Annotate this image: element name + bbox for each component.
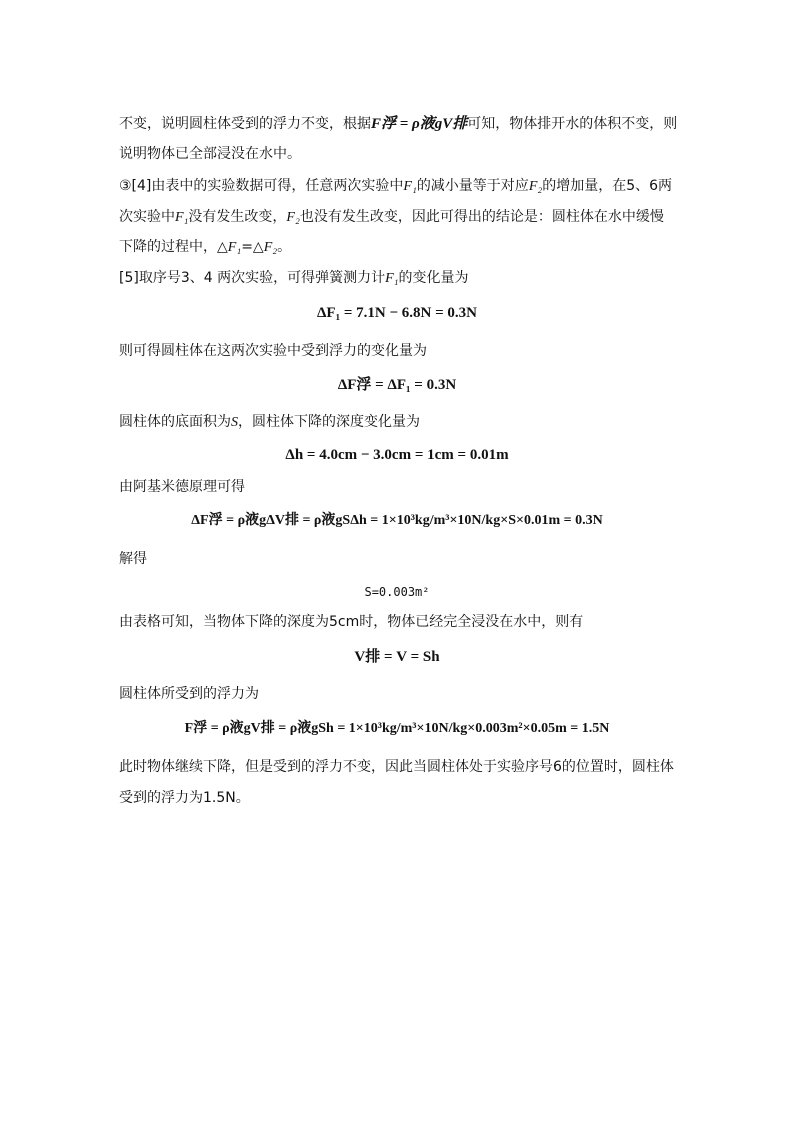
symbol-f1: F₁ xyxy=(403,179,417,194)
equation-delta-buoyancy: ΔF浮 = ΔF₁ = 0.3N xyxy=(337,377,457,393)
text-segment: 的变化量为 xyxy=(398,270,469,286)
symbol-f1: F₁ xyxy=(227,240,242,255)
text-segment: 不变，说明圆柱体受到的浮力不变，根据 xyxy=(119,116,371,132)
text-segment: ③[4]由表中的实验数据可得，任意两次实验中 xyxy=(119,178,404,194)
symbol-f2: F₂ xyxy=(263,240,278,255)
symbol-f2: F₂ xyxy=(286,210,300,225)
symbol-s: S xyxy=(231,415,238,430)
text-segment: ，圆柱体下降的深度变化量为 xyxy=(238,414,420,430)
equation-delta-f1: ΔF₁ = 7.1N − 6.8N = 0.3N xyxy=(317,305,477,321)
text-segment: 圆柱体的底面积为 xyxy=(119,414,231,430)
symbol-f1: F₁ xyxy=(385,271,399,286)
paragraph-line-2: 说明物体已全部浸没在水中。 xyxy=(119,146,301,162)
paragraph-line-10: 解得 xyxy=(119,551,147,567)
paragraph-line-1 xyxy=(119,114,677,134)
symbol-f2: F₂ xyxy=(528,179,543,194)
equation-delta-h: Δh = 4.0cm − 3.0cm = 1cm = 0.01m xyxy=(285,447,509,463)
paragraph-line-9: 由阿基米德原理可得 xyxy=(119,479,245,495)
paragraph-line-4 xyxy=(119,207,664,228)
text-segment: =△ xyxy=(241,239,264,255)
paragraph-line-13: 此时物体继续下降，但是受到的浮力不变，因此当圆柱体处于实验序号6的位置时，圆柱体 xyxy=(119,759,674,775)
text-segment: 也没有发生改变，因此可得出的结论是：圆柱体在水中缓慢 xyxy=(299,209,664,225)
text-segment: [5]取序号3、4 两次实验，可得弹簧测力计 xyxy=(119,270,386,286)
text-segment: 可知，物体排开水的体积不变，则 xyxy=(467,116,678,132)
text-segment: 的增加量，在5、6两 xyxy=(542,178,673,194)
text-segment: 没有发生改变， xyxy=(188,209,287,225)
paragraph-line-11: 由表格可知，当物体下降的深度为5cm时，物体已经完全浸没在水中，则有 xyxy=(119,614,584,630)
text-segment: 次实验中 xyxy=(119,209,175,225)
equation-volume: V排 = V = Sh xyxy=(354,649,440,665)
equation-area-result: S=0.003m² xyxy=(364,585,430,599)
buoyancy-formula-inline: F浮 = ρ液gV排 xyxy=(371,116,468,132)
paragraph-line-12: 圆柱体所受到的浮力为 xyxy=(119,686,259,702)
paragraph-line-5 xyxy=(119,237,291,258)
paragraph-line-14: 受到的浮力为1.5N。 xyxy=(119,790,250,806)
paragraph-line-7: 则可得圆柱体在这两次实验中受到浮力的变化量为 xyxy=(119,343,427,359)
paragraph-line-6 xyxy=(119,268,469,289)
equation-archimedes: ΔF浮 = ρ液gΔV排 = ρ液gSΔh = 1×10³kg/m³×10N/kg×S×0.01m = 0.3N xyxy=(191,513,603,528)
text-segment: 下降的过程中，△ xyxy=(119,239,228,255)
symbol-f1: F₁ xyxy=(175,210,189,225)
paragraph-line-3 xyxy=(119,176,672,197)
text-segment: 的减小量等于对应 xyxy=(416,178,529,194)
paragraph-line-8 xyxy=(119,412,420,433)
text-segment: 。 xyxy=(277,239,292,255)
equation-buoyancy-result: F浮 = ρ液gV排 = ρ液gSh = 1×10³kg/m³×10N/kg×0.003m²×0.05m = 1.5N xyxy=(184,721,610,736)
